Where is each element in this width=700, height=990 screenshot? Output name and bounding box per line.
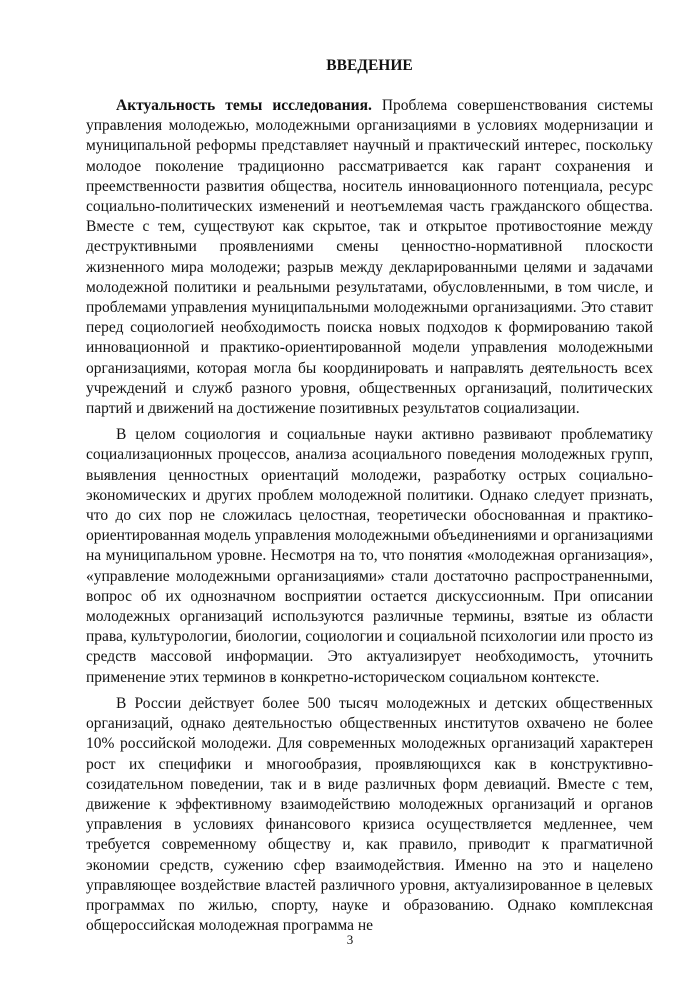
paragraph-text: Проблема совершенствования системы управления молодежью, молодежными организациями в условиях модернизации и муниципальной реформы представляет научный и практический интерес, поскольку молодое поколение традиционно рассматривается как гарант сохранения и преемственности развития общества, носитель инновационного потенциала, ресурс социально-политических изменений и неотъемлемая часть гражданского общества. Вместе с тем, существуют как скрытое, так и открытое противостояние между деструктивными проявлениями смены ценностно-нормативной плоскости жизненного мира молодежи; разрыв между декларированными целями и задачами молодежной политики и реальными результатами, обусловленными, в том числе, и проблемами управления муниципальными молодежными организациями. Это ставит перед социологией необходимость поиска новых подходов к формированию такой инновационной и практико-ориентированной модели управления молодежными организациями, которая могла бы координировать и направлять деятельность всех учреждений и служб разного уровня, общественных организаций, политических партий и движений на достижение позитивных результатов социализации.: [86, 97, 654, 418]
paragraph-3: [86, 694, 653, 936]
document-page: [86, 56, 653, 942]
paragraph-1: [86, 96, 653, 419]
page-number: 3: [346, 932, 354, 947]
paragraph-lead: Актуальность темы исследования.: [116, 97, 372, 114]
section-heading: ВВЕДЕНИЕ: [326, 57, 413, 74]
paragraph-text: В России действует более 500 тысяч молодежных и детских общественных организаций, однако деятельностью общественных институтов охвачено не более 10% российской молодежи. Для современных молодежных организаций характерен рост их специфики и многообразия, проявляющихся как в конструктивно-созидательном поведении, так и в виде различных форм девиаций. Вместе с тем, движение к эффективному взаимодействию молодежных организаций и органов управления в условиях финансового кризиса осуществляется медленнее, чем требуется современному обществу и, как правило, приводит к прагматичной экономии средств, сужению сфер взаимодействия. Именно на это и нацелено управляющее воздействие властей различного уровня, актуализированное в целевых программах по жилью, спорту, науке и образованию. Однако комплексная общероссийская молодежная программа не: [86, 694, 653, 935]
paragraph-2: [86, 425, 653, 688]
paragraph-text: В целом социология и социальные науки активно развивают проблематику социализационных процессов, анализа асоциального поведения молодежных групп, выявления ценностных ориентаций молодежи, разработку острых социально-экономических и других проблем молодежной политики. Однако следует признать, что до сих пор не сложилась целостная, теоретически обоснованная и практико-ориентированная модель управления молодежными объединениями и организациями на муниципальном уровне. Несмотря на то, что понятия «молодежная организация», «управление молодежными организациями» стали достаточно распространенными, вопрос об их однозначном восприятии остается дискуссионным. При описании молодежных организаций используются различные термины, взятые из области права, культурологии, биологии, социологии и социальной психологии или просто из средств массовой информации. Это актуализирует необходимость, уточнить применение этих терминов в конкретно-историческом социальном контексте.: [86, 426, 653, 686]
